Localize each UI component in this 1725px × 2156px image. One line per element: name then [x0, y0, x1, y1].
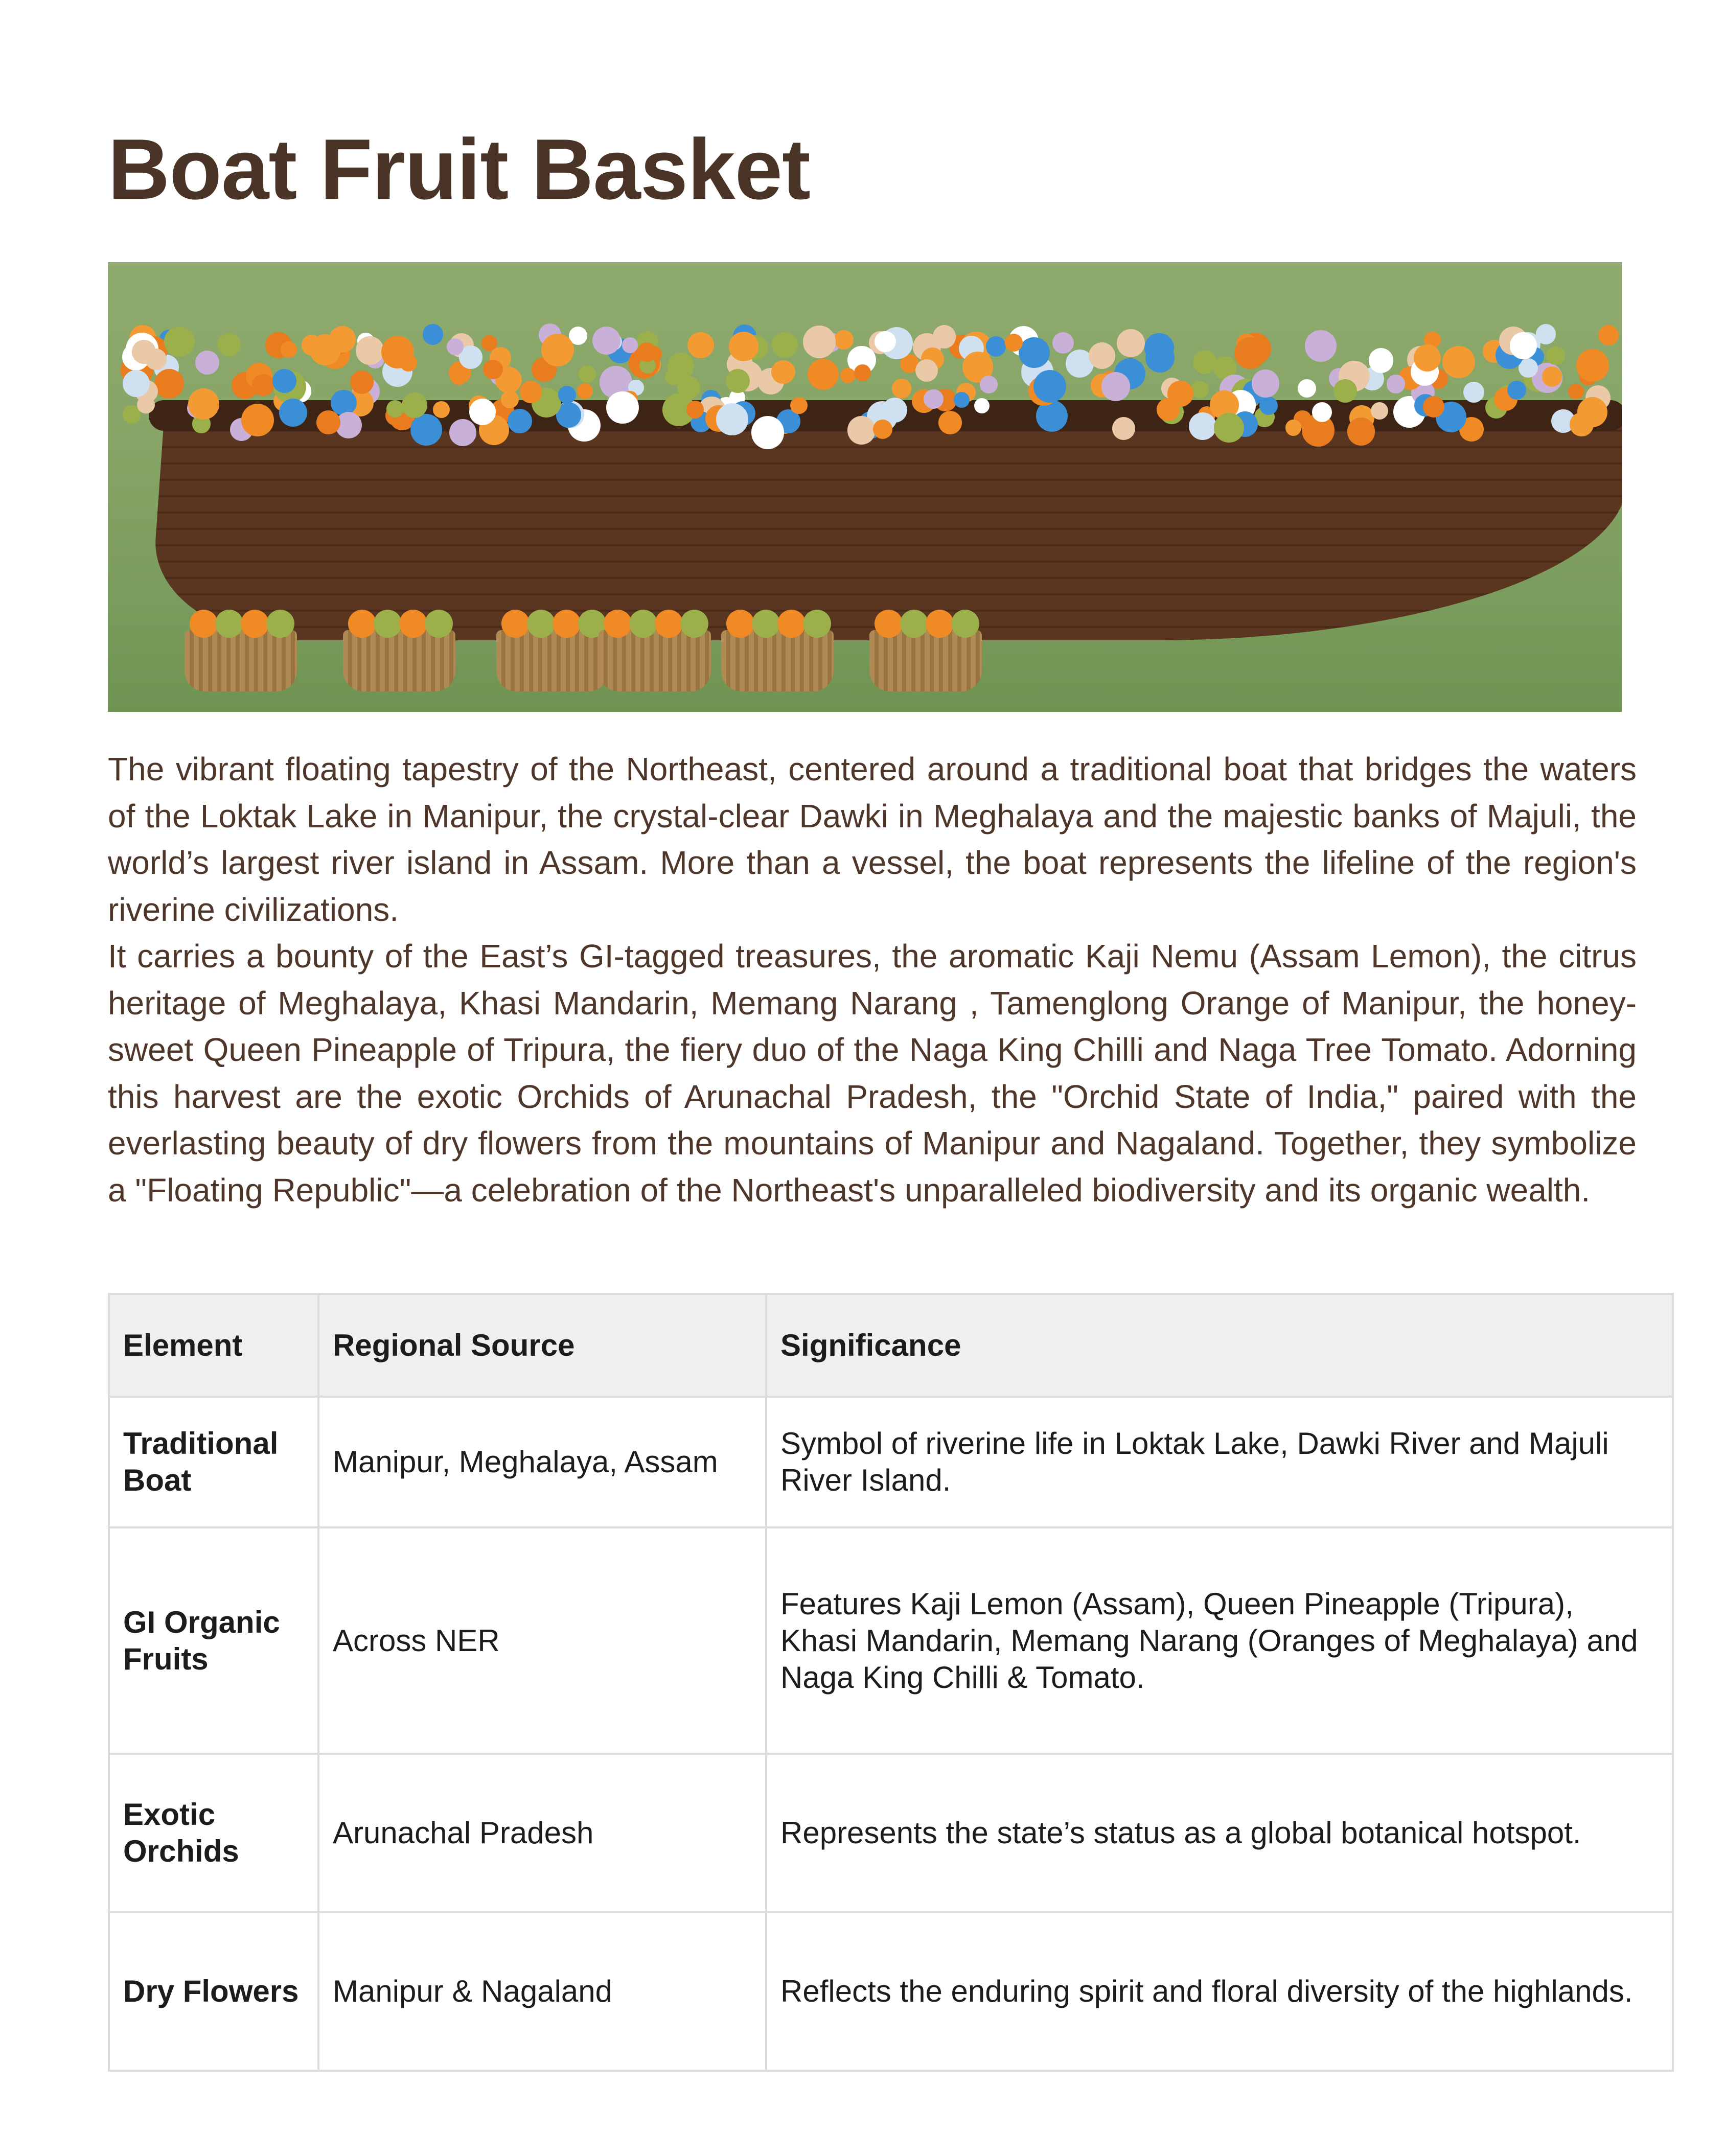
basket	[496, 630, 609, 691]
fruit-dot	[751, 416, 785, 449]
table-row	[109, 1754, 1673, 1912]
fruit-dot	[915, 359, 938, 382]
fruit-dot	[1112, 417, 1135, 440]
fruit-dot	[875, 331, 895, 352]
fruit-dot	[1193, 350, 1217, 374]
fruit-dot	[501, 610, 530, 638]
fruit-dot	[1285, 420, 1302, 436]
fruit-dot	[854, 364, 871, 382]
fruit-dot	[553, 610, 581, 638]
elements-table	[108, 1293, 1674, 2072]
fruit-dot	[1598, 325, 1619, 345]
fruit-dot	[527, 610, 555, 638]
fruit-dot	[399, 610, 427, 638]
fruit-dot	[1510, 332, 1537, 359]
fruit-dot	[873, 420, 892, 439]
fruit-dot	[629, 610, 657, 638]
fruit-dot	[668, 353, 694, 379]
fruit-dot	[840, 368, 856, 383]
fruit-dot	[1369, 348, 1394, 373]
fruit-dot	[803, 326, 836, 358]
cell-element: Exotic Orchids	[109, 1754, 318, 1912]
basket	[599, 630, 711, 691]
fruit-dot	[686, 401, 704, 419]
basket	[185, 630, 297, 691]
fruit-dot	[425, 610, 453, 638]
fruit-dot	[1347, 418, 1375, 446]
fruit-dot	[252, 374, 274, 396]
fruit-dot	[1144, 333, 1174, 363]
fruit-dot	[687, 332, 714, 358]
fruit-dot	[190, 610, 218, 638]
fruit-dot	[1542, 366, 1562, 387]
fruit-dot	[1312, 402, 1332, 423]
fruit-dot	[926, 610, 954, 638]
fruit-dot	[1371, 402, 1388, 420]
cell-significance: Features Kaji Lemon (Assam), Queen Pineapple (Tripura), Khasi Mandarin, Memang Narang (Oranges of Meghalaya) and Naga King Chilli & Tomato.	[766, 1527, 1673, 1754]
fruit-dot	[356, 336, 384, 365]
basket	[721, 630, 834, 691]
header-significance: Significance	[766, 1294, 1673, 1397]
fruit-dot	[726, 369, 750, 393]
cell-element: GI Organic Fruits	[109, 1527, 318, 1754]
fruit-dot	[1387, 375, 1406, 393]
fruit-dot	[579, 365, 596, 383]
fruit-dot	[195, 351, 219, 375]
cell-source: Manipur, Meghalaya, Assam	[318, 1397, 766, 1527]
fruit-dot	[1191, 381, 1209, 399]
fruit-dot	[281, 341, 297, 358]
boat-shape	[149, 415, 1622, 640]
fruit-dot	[483, 360, 502, 379]
fruit-dot	[374, 610, 402, 638]
cell-significance: Represents the state’s status as a global botanical hotspot.	[766, 1754, 1673, 1912]
fruit-dot	[716, 403, 748, 435]
cell-element: Traditional Boat	[109, 1397, 318, 1527]
fruit-dot	[1298, 379, 1316, 398]
fruit-dot	[1463, 382, 1484, 403]
fruit-dot	[1442, 346, 1475, 379]
fruit-dot	[752, 610, 780, 638]
fruit-dot	[772, 332, 798, 358]
cell-source: Arunachal Pradesh	[318, 1754, 766, 1912]
fruit-dot	[541, 334, 574, 366]
basket	[343, 630, 455, 691]
fruit-dot	[577, 383, 593, 399]
fruit-dot	[1568, 384, 1583, 399]
fruit-dot	[241, 610, 269, 638]
table-row	[109, 1912, 1673, 2071]
description	[108, 746, 1637, 1214]
fruit-dot	[508, 409, 532, 433]
fruit-dot	[241, 404, 274, 436]
fruit-dot	[938, 411, 962, 434]
header-regional-source: Regional Source	[318, 1294, 766, 1397]
boat-fruit-basket-image	[108, 262, 1622, 712]
fruit-dot	[680, 610, 708, 638]
fruit-dot	[655, 610, 683, 638]
fruit-dot	[790, 397, 808, 414]
description-paragraph-2: It carries a bounty of the East’s GI-tagged treasures, the aromatic Kaji Nemu (Assam Lemon), the citrus heritage of Meghalaya, Khasi Mandarin, Memang Narang , Tamenglong Orange of Manipur, the honey-sweet Queen Pineapple of Tripura, the fiery duo of the Naga King Chilli and Naga Tree Tomato. Adorning this harvest are the exotic Orchids of Arunachal Pradesh, the "Orchid State of India," paired with the everlasting beauty of dry flowers from the mountains of Manipur and Nagaland. Together, they symbolize a "Floating Republic"—a celebration of the Northeast's unparalleled biodiversity and its organic wealth.	[108, 938, 1637, 1209]
fruit-dot	[449, 419, 476, 446]
fruit-dot	[501, 390, 519, 408]
fruit-dot	[1167, 381, 1193, 407]
fruit-dot	[1305, 330, 1337, 362]
fruit-dot	[834, 330, 854, 350]
fruit-dot	[592, 327, 620, 355]
fruit-dot	[1333, 379, 1358, 403]
fruit-dot	[726, 610, 754, 638]
fruit-dot	[986, 336, 1006, 357]
fruit-dot	[622, 337, 638, 353]
fruit-dot	[164, 327, 195, 357]
description-paragraph-1: The vibrant floating tapestry of the Northeast, centered around a traditional boat that bridges the waters of the Loktak Lake in Manipur, the crystal-clear Dawki in Meghalaya and the majestic banks of Majuli, the world’s largest river island in Assam. More than a vessel, the boat represents the lifeline of the region's riverine civilizations.	[108, 751, 1637, 928]
fruit-dot	[1507, 381, 1526, 400]
header-element: Element	[109, 1294, 318, 1397]
fruit-dot	[348, 610, 376, 638]
fruit-dot	[1423, 396, 1444, 418]
fruit-dot	[123, 370, 150, 397]
fruit-dot	[410, 414, 442, 446]
fruit-dot	[777, 610, 806, 638]
table-row	[109, 1397, 1673, 1527]
fruit-dot	[980, 376, 998, 393]
fruit-dot	[316, 410, 341, 435]
table-row	[109, 1527, 1673, 1754]
fruit-dot	[266, 610, 294, 638]
fruit-dot	[1570, 412, 1594, 436]
table-header-row	[109, 1294, 1673, 1397]
page-title: Boat Fruit Basket	[108, 121, 810, 217]
fruit-dot	[803, 610, 831, 638]
fruit-dot	[1052, 332, 1074, 354]
fruit-dot	[215, 610, 243, 638]
fruit-dot	[1576, 349, 1609, 382]
fruit-dot	[1019, 337, 1050, 368]
fruit-dot	[558, 386, 576, 404]
fruit-dot	[924, 389, 943, 409]
fruit-dot	[272, 369, 296, 393]
cell-source: Manipur & Nagaland	[318, 1912, 766, 2071]
fruit-dot	[1234, 337, 1266, 369]
fruit-dot	[875, 610, 903, 638]
cell-source: Across NER	[318, 1527, 766, 1754]
fruit-dot	[606, 391, 638, 424]
fruit-dot	[423, 324, 443, 344]
fruit-dot	[1214, 413, 1244, 443]
cell-significance: Reflects the enduring spirit and floral diversity of the highlands.	[766, 1912, 1673, 2071]
fruit-dot	[218, 333, 241, 356]
fruit-dot	[1219, 396, 1236, 412]
fruit-dot	[1546, 346, 1565, 365]
fruit-dot	[1117, 329, 1145, 357]
fruit-dot	[188, 388, 219, 420]
fruit-dot	[954, 392, 970, 408]
fruit-dot	[350, 370, 374, 394]
fruit-dot	[637, 342, 657, 362]
fruit-dot	[604, 610, 632, 638]
fruit-dot	[1252, 369, 1279, 397]
fruit-dot	[1414, 344, 1441, 372]
fruit-dot	[400, 354, 417, 372]
fruit-dot	[132, 340, 156, 364]
fruit-dot	[951, 610, 979, 638]
fruit-dot	[808, 359, 839, 390]
fruit-dot	[1189, 412, 1216, 440]
fruit-dot	[892, 379, 911, 398]
fruit-dot	[900, 610, 928, 638]
fruit-dot	[1101, 372, 1131, 401]
basket	[869, 630, 982, 691]
fruit-dot	[771, 360, 795, 384]
fruit-dot	[847, 416, 876, 445]
fruit-dot	[1033, 370, 1066, 403]
fruit-dot	[469, 399, 496, 425]
fruit-dot	[447, 338, 463, 355]
fruit-dot	[1089, 342, 1115, 369]
cell-significance: Symbol of riverine life in Loktak Lake, Dawki River and Majuli River Island.	[766, 1397, 1673, 1527]
cell-element: Dry Flowers	[109, 1912, 318, 2071]
fruit-dot	[310, 334, 341, 365]
fruit-dot	[154, 369, 184, 399]
